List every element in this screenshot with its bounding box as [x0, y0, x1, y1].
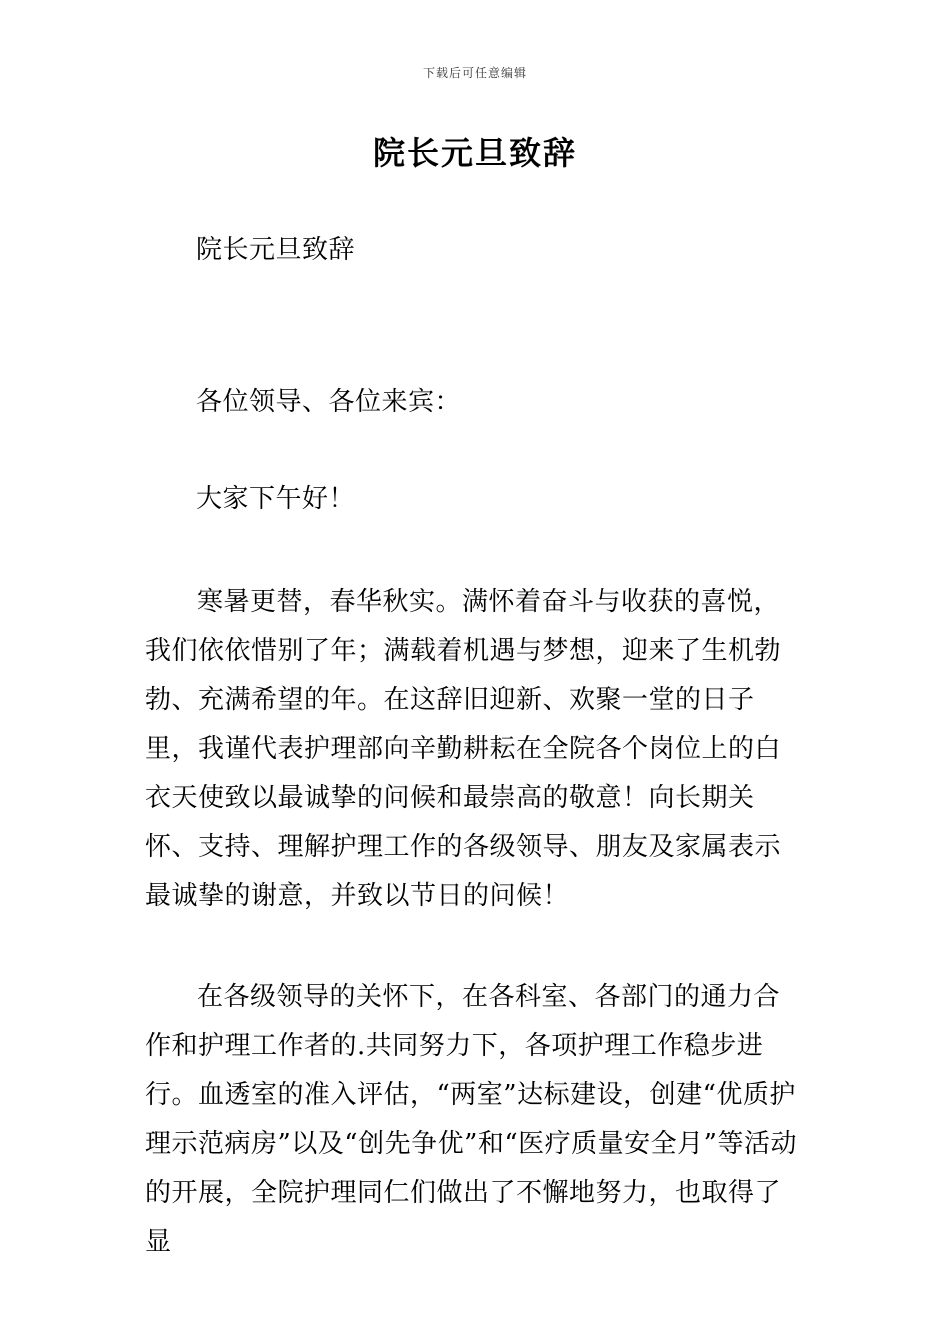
document-subtitle: 院长元旦致辞 — [196, 235, 356, 265]
header-note: 下载后可任意编辑 — [422, 66, 527, 80]
greeting-line: 各位领导、各位来宾： — [196, 387, 462, 417]
document-title: 院长元旦致辞 — [372, 134, 577, 172]
paragraph-1: 寒暑更替，春华秋实。满怀着奋斗与收获的喜悦，我们依依惜别了年；满载着机遇与梦想，迎来了生机勃勃、充满希望的年。在这辞旧迎新、欢聚一堂的日子里，我谨代表护理部向辛勤耕耘在全院各个岗位上的白衣天使致以最诚挚的问候和最崇高的敬意！向长期关怀、支持、理解护理工作的各级领导、朋友及家属表示最诚挚的谢意，并致以节日的问候！ — [145, 587, 782, 911]
salutation-line: 大家下午好！ — [196, 484, 356, 514]
paragraph-2: 在各级领导的关怀下，在各科室、各部门的通力合作和护理工作者的.共同努力下，各项护理工作稳步进行。血透室的准入评估，“两室”达标建设，创建“优质护理示范病房”以及“创先争优”和“医疗质量安全月”等活动的开展，全院护理同仁们做出了不懈地努力，也取得了显 — [145, 982, 797, 1257]
